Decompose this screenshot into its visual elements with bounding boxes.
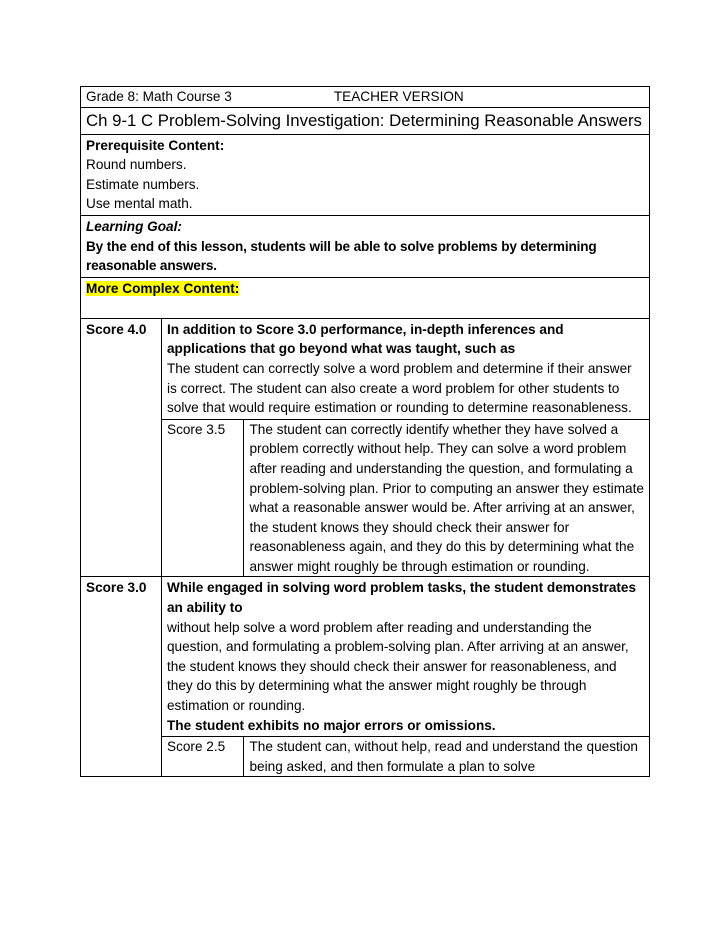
rubric-table <box>80 86 650 777</box>
score-3-row <box>81 577 650 777</box>
score-3-label: Score 3.0 <box>81 577 162 777</box>
learning-goal-row <box>81 215 650 277</box>
rubric-document <box>80 86 649 777</box>
score-3-5-description: The student can correctly identify whether they have solved a problem correctly without help. They can solve a word problem after reading and understanding the question, and formulating a problem-solving plan. Prior to computing an answer they estimate what a reasonable answer would be. After arriving at an answer, the student knows they should check their answer for reasonableness again, and they do this by determining what the answer might roughly be through estimation or rounding. <box>249 421 644 574</box>
score-3-criteria: While engaged in solving word problem tasks, the student demonstrates an ability to <box>167 580 637 616</box>
title-row <box>81 107 650 134</box>
learning-goal-text: By the end of this lesson, students will be able to solve problems by determining reasonable answers. <box>86 238 597 274</box>
score-4-row <box>81 318 650 577</box>
complex-heading: More Complex Content: <box>86 280 240 296</box>
prerequisite-item: Use mental math. <box>86 196 193 212</box>
prerequisite-row <box>81 134 650 215</box>
learning-goal-heading: Learning Goal: <box>86 218 182 234</box>
score-3-5-label: Score 3.5 <box>162 420 243 577</box>
score-4-label: Score 4.0 <box>81 318 162 577</box>
score-3-description: without help solve a word problem after reading and understanding the question, and formulating a problem-solving plan. After arriving at an answer, the student knows they should check their answer for reasonableness, and they do this by determining what the answer might roughly be through estimation or rounding. <box>167 619 629 714</box>
grade-label: Grade 8: Math Course 3 <box>86 89 232 104</box>
score-3-footer: The student exhibits no major errors or omissions. <box>167 717 496 733</box>
version-label: TEACHER VERSION <box>333 89 464 104</box>
score-4-criteria: In addition to Score 3.0 performance, in-depth inferences and applications that go beyond what was taught, such as <box>167 321 564 357</box>
lesson-title: Ch 9-1 C Problem-Solving Investigation: Determining Reasonable Answers <box>81 107 650 134</box>
prerequisite-item: Round numbers. <box>86 157 187 173</box>
score-4-description: The student can correctly solve a word problem and determine if their answer is correct. The student can also create a word problem for other students to solve that would require estimation or rounding to determine reasonableness. <box>167 360 632 416</box>
prerequisite-heading: Prerequisite Content: <box>86 137 225 153</box>
prerequisite-item: Estimate numbers. <box>86 176 200 192</box>
score-2-5-label: Score 2.5 <box>162 737 243 776</box>
header-row <box>81 87 650 108</box>
complex-row <box>81 277 650 318</box>
score-2-5-description: The student can, without help, read and understand the question being asked, and then formulate a plan to solve <box>249 739 638 774</box>
